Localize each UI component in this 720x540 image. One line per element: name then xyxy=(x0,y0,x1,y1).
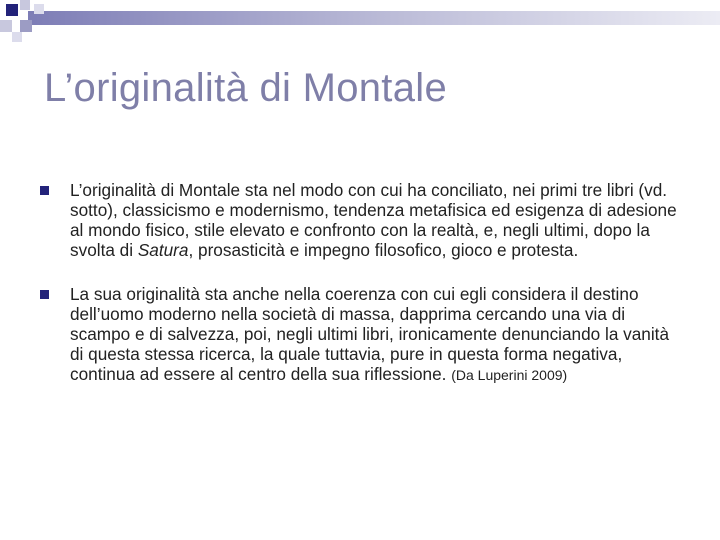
bullet-list xyxy=(40,180,680,409)
header-gradient-bar xyxy=(28,11,720,25)
deco-square-light-3 xyxy=(12,32,22,42)
citation: (Da Luperini 2009) xyxy=(451,367,568,383)
bullet-item xyxy=(40,284,680,385)
bullet-square-icon xyxy=(40,290,49,299)
bullet-item xyxy=(40,180,680,260)
deco-square-light-2 xyxy=(0,20,12,32)
deco-square-light-1 xyxy=(20,0,30,10)
deco-square-light-4 xyxy=(34,4,44,14)
bullet-text: La sua originalità sta anche nella coerenza con cui egli considera il destino dell’uomo moderno nella società di massa, dapprima cercando una via di scampo e di salvezza, poi, negli ultimi libri, ironicamente denunciando la vanità di questa stessa ricerca, la quale tuttavia, pure in questa forma negativa, continua ad essere al centro della sua riflessione. (Da Luperini 2009) xyxy=(70,284,670,384)
deco-square-mid xyxy=(20,20,32,32)
bullet-text: L’originalità di Montale sta nel modo con cui ha conciliato, nei primi tre libri (vd. sotto), classicismo e modernismo, tendenza metafisica ed esigenza di adesione al mondo fisico, stile elevato e confronto con la realtà, e, negli ultimi, dopo la svolta di Satura, prosasticità e impegno filosofico, gioco e protesta. xyxy=(70,180,677,260)
slide-title: L’originalità di Montale xyxy=(44,66,448,110)
bullet-square-icon xyxy=(40,186,49,195)
deco-square-dark xyxy=(6,4,18,16)
work-title: Satura xyxy=(137,240,189,260)
header-decoration xyxy=(0,0,720,60)
